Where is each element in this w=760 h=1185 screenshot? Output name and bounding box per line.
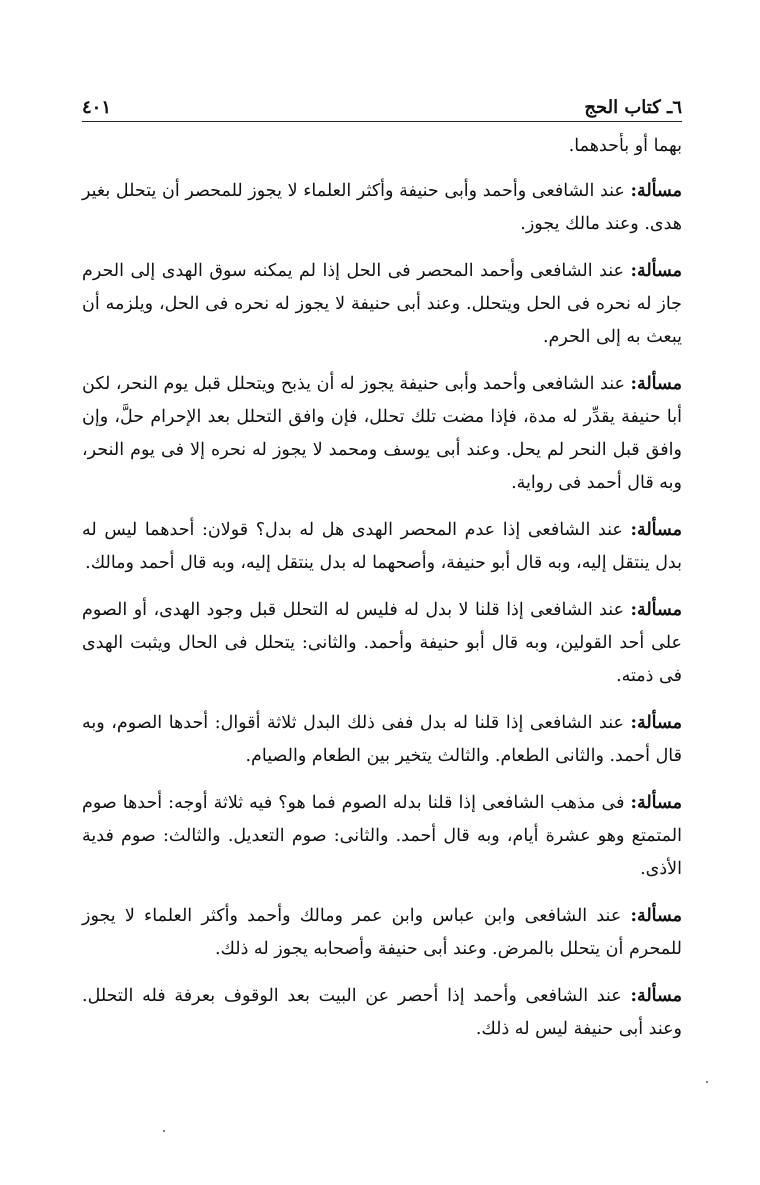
issue-paragraph bbox=[82, 980, 682, 1046]
issue-text: فى مذهب الشافعى إذا قلنا بدله الصوم فما هو؟ فيه ثلاثة أوجه: أحدها صوم المتمتع وهو عشرة أيام، وبه قال أحمد. والثانى: صوم التعديل. والثالث: صوم فدية الأذى. bbox=[82, 793, 682, 879]
page-header bbox=[82, 88, 682, 118]
scan-speck bbox=[163, 1130, 165, 1132]
issue-label: مسألة: bbox=[630, 713, 682, 733]
issue-label: مسألة: bbox=[630, 374, 682, 394]
issue-paragraph bbox=[82, 175, 682, 241]
issue-text: عند الشافعى وابن عباس وابن عمر ومالك وأحمد وأكثر العلماء لا يجوز للمحرم أن يتحلل بالمرض. وعند أبى حنيفة وأصحابه يجوز له ذلك. bbox=[82, 906, 682, 959]
issue-text: عند الشافعى وأحمد المحصر فى الحل إذا لم يمكنه سوق الهدى إلى الحرم جاز له نحره فى الحل ويتحلل. وعند أبى حنيفة لا يجوز له نحره فى الحل، ويلزمه أن يبعث به إلى الحرم. bbox=[82, 261, 682, 347]
issue-text: عند الشافعى إذا قلنا لا بدل له فليس له التحلل قبل وجود الهدى، أو الصوم على أحد القولين، وبه قال أبو حنيفة وأحمد. والثانى: يتحلل فى الحال ويثبت الهدى فى ذمته. bbox=[82, 600, 682, 686]
issue-paragraph bbox=[82, 787, 682, 886]
issue-label: مسألة: bbox=[630, 181, 682, 201]
issue-paragraph bbox=[82, 368, 682, 500]
issue-paragraph bbox=[82, 255, 682, 354]
issue-paragraph bbox=[82, 594, 682, 693]
issue-paragraph bbox=[82, 707, 682, 773]
issue-text: عند الشافعى وأحمد وأبى حنيفة وأكثر العلماء لا يجوز للمحصر أن يتحلل بغير هدى. وعند مالك يجوز. bbox=[82, 181, 682, 234]
header-divider bbox=[82, 121, 682, 122]
issue-paragraph bbox=[82, 514, 682, 580]
issue-text: عند الشافعى إذا قلنا له بدل ففى ذلك البدل ثلاثة أقوال: أحدها الصوم، وبه قال أحمد. والثانى الطعام. والثالث يتخير بين الطعام والصيام. bbox=[82, 713, 682, 766]
issue-label: مسألة: bbox=[630, 793, 682, 813]
scan-speck bbox=[706, 1081, 708, 1083]
issue-label: مسألة: bbox=[630, 906, 682, 926]
page-number: ٤٠١ bbox=[82, 97, 112, 118]
issue-text: عند الشافعى وأحمد إذا أحصر عن البيت بعد الوقوف بعرفة فله التحلل. وعند أبى حنيفة ليس له ذلك. bbox=[82, 986, 682, 1039]
issue-label: مسألة: bbox=[630, 986, 682, 1006]
issue-text: عند الشافعى وأحمد وأبى حنيفة يجوز له أن يذبح ويتحلل قبل يوم النحر، لكن أبا حنيفة يقدِّر له مدة، فإذا مضت تلك تحلل، فإن وافق التحلل بعد الإحرام حلَّ، وإن وافق قبل النحر لم يحل. وعند أبى يوسف ومحمد لا يجوز له نحره إلا فى يوم النحر، وبه قال أحمد فى رواية. bbox=[82, 374, 682, 493]
issue-paragraph bbox=[82, 900, 682, 966]
intro-line: بهما أو بأحدهما. bbox=[568, 136, 682, 156]
page-body bbox=[82, 130, 682, 1060]
chapter-title: ٦ـ كتاب الحج bbox=[584, 97, 682, 118]
issue-label: مسألة: bbox=[630, 600, 682, 620]
issue-text: عند الشافعى إذا عدم المحصر الهدى هل له بدل؟ قولان: أحدهما ليس له بدل ينتقل إليه، وبه قال أبو حنيفة، وأصحهما له بدل ينتقل إليه، وبه قال أحمد ومالك. bbox=[82, 520, 682, 573]
issue-label: مسألة: bbox=[630, 520, 682, 540]
issue-label: مسألة: bbox=[630, 261, 682, 281]
